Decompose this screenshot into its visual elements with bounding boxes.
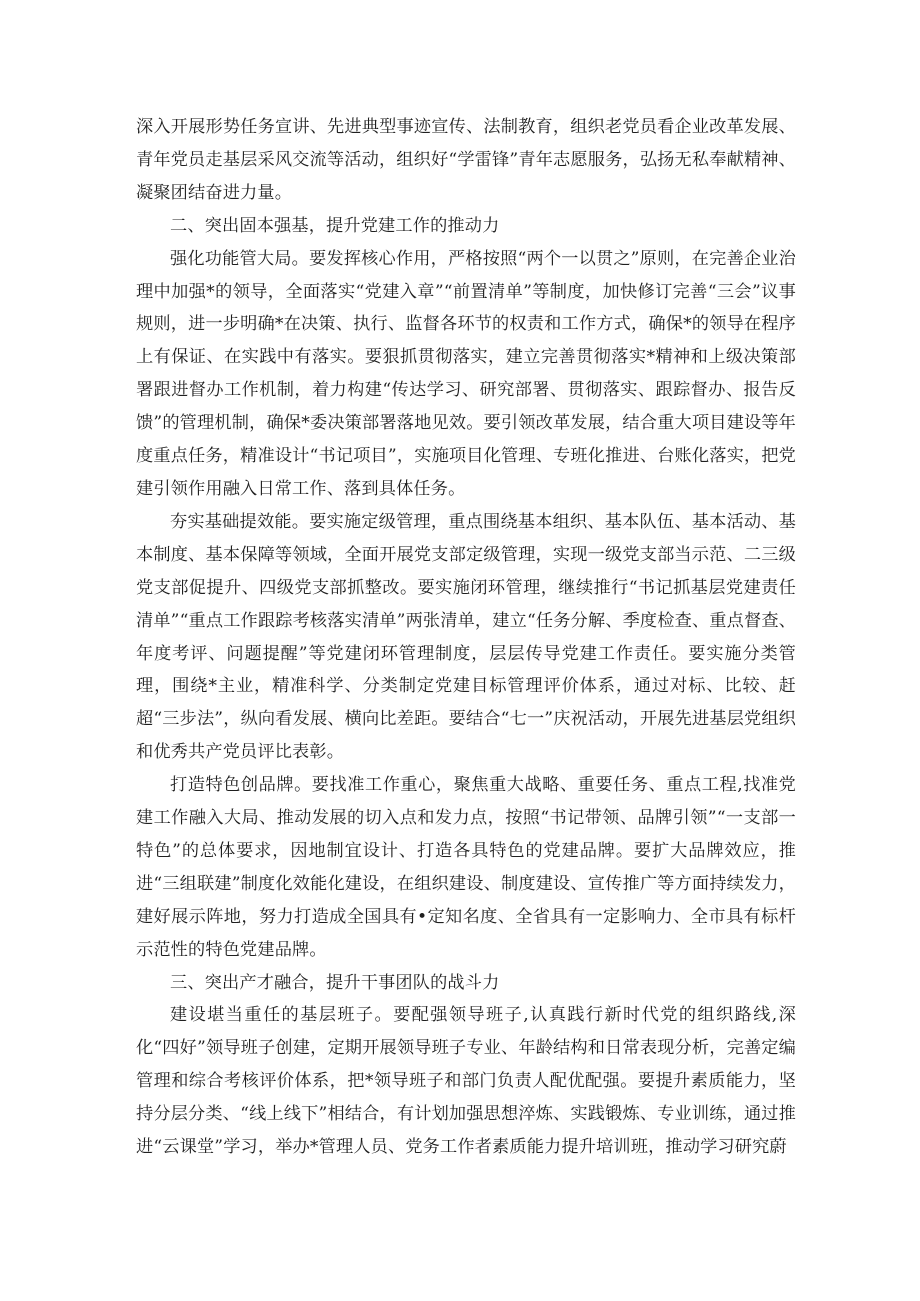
paragraph-consolidate-foundation: 夯实基础提效能。要实施定级管理，重点围绕基本组织、基本队伍、基本活动、基本制度、基本保障等领域，全面开展党支部定级管理，实现一级党支部当示范、二三级党支部促提升、四级党支部抓整改。要实施闭环管理，继续推行“书记抓基层党建责任清单”“重点工作跟踪考核落实清单”两张清单，建立“任务分解、季度检查、重点督查、年度考评、问题提醒”等党建闭环管理制度，层层传导党建工作责任。要实施分类管理，围绕*主业，精准科学、分类制定党建目标管理评价体系，通过对标、比较、赶超“三步法”，纵向看发展、横向比差距。要结合“七一”庆祝活动，开展先进基层党组织和优秀共产党员评比表彰。 — [136, 511, 796, 763]
document-body — [136, 111, 796, 1164]
paragraph-leadership-team: 建设堪当重任的基层班子。要配强领导班子,认真践行新时代党的组织路线,深化“四好”领导班子创建，定期开展领导班子专业、年龄结构和日常表现分析，完善定编管理和综合考核评价体系，把*领导班子和部门负责人配优配强。要提升素质能力，坚持分层分类、“线上线下”相结合，有计划加强思想淬炼、实践锻炼、专业训练，通过推进“云课堂”学习，举办*管理人员、党务工作者素质能力提升培训班，推动学习研究蔚 — [136, 1005, 797, 1158]
section-heading-two: 二、突出固本强基，提升党建工作的推动力 — [170, 215, 500, 236]
section-heading-three: 三、突出产才融合，提升干事团队的战斗力 — [170, 972, 500, 993]
paragraph-strengthen-function: 强化功能管大局。要发挥核心作用，严格按照“两个一以贯之”原则，在完善企业治理中加强*的领导，全面落实“党建入章”“前置清单”等制度，加快修订完善“三会”议事规则，进一步明确*在决策、执行、监督各环节的权责和工作方式，确保*的领导在程序上有保证、在实践中有落实。要狠抓贯彻落实，建立完善贯彻落实*精神和上级决策部署跟进督办工作机制，着力构建“传达学习、研究部署、贯彻落实、跟踪督办、报告反馈”的管理机制，确保*委决策部署落地见效。要引领改革发展，结合重大项目建设等年度重点任务，精准设计“书记项目”，实施项目化管理、专班化推进、台账化落实，把党建引领作用融入日常工作、落到具体任务。 — [136, 248, 797, 499]
paragraph-build-brand: 打造特色创品牌。要找准工作重心，聚焦重大战略、重要任务、重点工程,找准党建工作融入大局、推动发展的切入点和发力点，按照“书记带领、品牌引领”“一支部一特色”的总体要求，因地制宜设计、打造各具特色的党建品牌。要扩大品牌效应，推进“三组联建”制度化效能化建设，在组织建设、制度建设、宣传推广等方面持续发力，建好展示阵地，努力打造成全国具有•定知名度、全省具有一定影响力、全市具有标杆示范性的特色党建品牌。 — [136, 775, 796, 960]
paragraph-continuation: 深入开展形势任务宣讲、先进典型事迹宣传、法制教育，组织老党员看企业改革发展、青年党员走基层采风交流等活动，组织好“学雷锋”青年志愿服务，弘扬无私奉献精神、凝聚团结奋进力量。 — [136, 117, 796, 203]
